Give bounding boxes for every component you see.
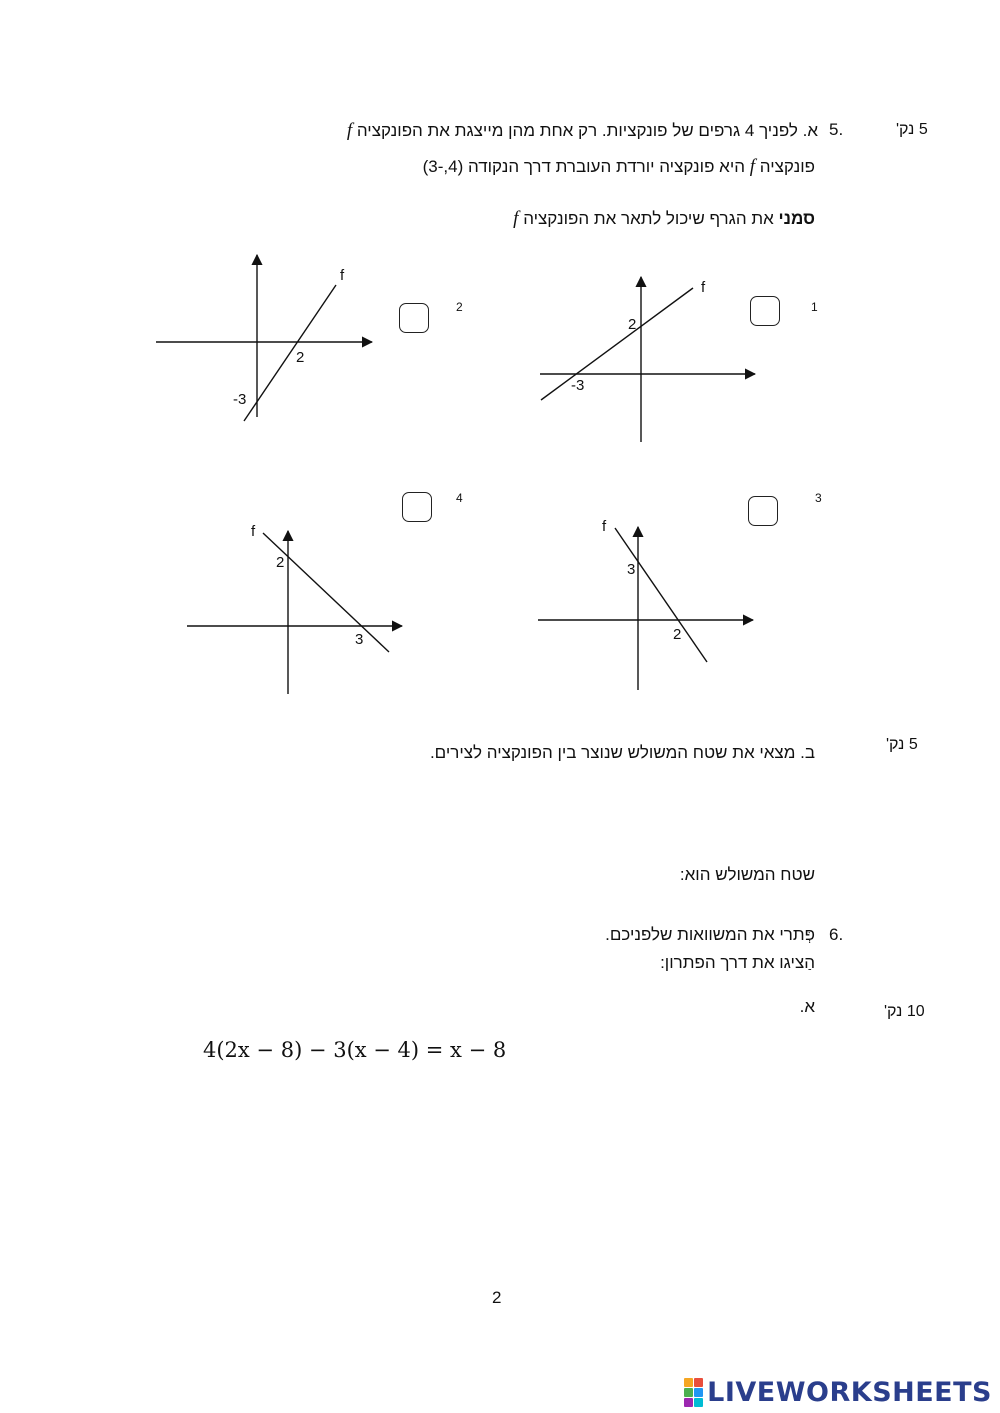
logo-mark-cell	[694, 1378, 703, 1387]
graph-1-label-x: -3	[571, 377, 585, 394]
logo-mark-icon	[684, 1378, 703, 1407]
q5-line2-prefix: פונקציה	[759, 157, 815, 176]
q5-func-symbol: f	[346, 120, 353, 141]
q5-func-symbol-2: f	[749, 156, 756, 177]
graph-3-f-label: f	[602, 518, 607, 535]
q6-line1: פְּתרי את המשוואות שלפניכם.	[605, 925, 815, 944]
logo-mark-cell	[694, 1398, 703, 1407]
graph-4	[187, 523, 402, 694]
logo-text: LIVEWORKSHEETS	[707, 1376, 992, 1408]
q5-line2-suffix: היא פונקציה יורדת העוברת דרך הנקודה (4,-3)	[422, 157, 746, 176]
graph-4-function-line	[263, 533, 389, 652]
graph-3	[538, 518, 753, 690]
q5-instruction-bold: סמני	[778, 209, 815, 228]
q6-line2: הַציגו את דרך הפתרון:	[660, 953, 815, 972]
graph-2	[156, 255, 372, 421]
logo-mark-cell	[684, 1398, 693, 1407]
q5-points-b: 5 נק'	[886, 736, 918, 753]
q6-points: 10 נק'	[884, 1003, 925, 1020]
graph-1-function-line	[541, 288, 693, 400]
option-3-number: 3	[815, 491, 822, 505]
q6-part-a: א.	[799, 997, 815, 1016]
q5-number-text: 5.	[829, 120, 844, 139]
q5-func-symbol-3: f	[513, 208, 519, 229]
option-2-number: 2	[456, 300, 463, 314]
graph-2-function-line	[244, 285, 336, 421]
q5-part-b: ב. מצאי את שטח המשולש שנוצר בין הפונקציה לצירים.	[429, 743, 815, 762]
graph-4-f-label: f	[251, 523, 256, 540]
logo-mark-cell	[684, 1388, 693, 1397]
graph-1-f-label: f	[701, 279, 706, 296]
graph-2-label-y: -3	[233, 391, 247, 408]
graph-1	[540, 277, 755, 442]
graph-2-f-label: f	[340, 267, 345, 284]
graph-2-label-x: 2	[296, 349, 305, 366]
option-4-number: 4	[456, 491, 463, 505]
graph-1-label-y: 2	[628, 316, 637, 333]
graph-3-function-line	[615, 528, 707, 662]
q5-line1-text: א. לפניך 4 גרפים של פונקציות. רק אחת מהן מייצגת את הפונקציה	[356, 121, 818, 140]
q6-number	[829, 925, 843, 945]
graph-3-label-x: 2	[673, 626, 682, 643]
option-1-number: 1	[811, 300, 818, 314]
logo-mark-cell	[694, 1388, 703, 1397]
logo-mark-cell	[684, 1378, 693, 1387]
graph-3-label-y: 3	[627, 561, 636, 578]
q6-number-text: 6.	[829, 925, 844, 944]
page-number: 2	[492, 1288, 502, 1307]
q5-points-a: 5 נק'	[896, 121, 928, 138]
graph-4-label-x: 3	[355, 631, 364, 648]
q5-answer-label: שטח המשולש הוא:	[679, 865, 815, 884]
liveworksheets-logo	[684, 1375, 992, 1409]
graph-4-label-y: 2	[276, 554, 285, 571]
q6-equation: 4(2x − 8) − 3(x − 4) = x − 8	[203, 1038, 507, 1062]
q5-instruction-rest: את הגרף שיכול לתאר את הפונקציה	[523, 209, 774, 228]
